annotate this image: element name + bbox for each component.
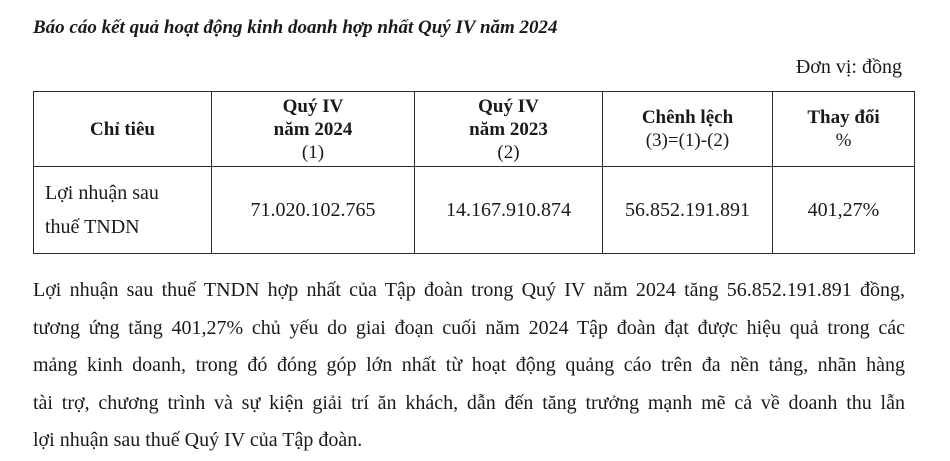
header-difference-formula: (3)=(1)-(2) bbox=[645, 130, 730, 151]
header-difference bbox=[603, 92, 773, 167]
table-row bbox=[34, 167, 915, 254]
paragraph-line: lợi nhuận sau thuế Quý IV của Tập đoàn. bbox=[33, 429, 363, 451]
cell-q4-2023: 14.167.910.874 bbox=[415, 167, 603, 254]
header-q4-2023 bbox=[415, 92, 603, 167]
report-title: Báo cáo kết quả hoạt động kinh doanh hợp nhất Quý IV năm 2024 bbox=[33, 17, 558, 38]
table-header-row bbox=[34, 92, 915, 167]
paragraph-line: Lợi nhuận sau thuế TNDN hợp nhất của Tập đoàn trong Quý IV năm 2024 tăng 56.852.191.891 đồng, bbox=[33, 279, 905, 301]
cell-change-pct: 401,27% bbox=[773, 167, 915, 254]
header-q4-2024-line1: Quý IV bbox=[282, 95, 344, 117]
header-q4-2023-line1: Quý IV bbox=[478, 95, 539, 117]
header-indicator bbox=[34, 92, 212, 167]
paragraph-line: tương ứng tăng 401,27% chủ yếu do giai đoạn cuối năm 2024 Tập đoàn đạt được hiệu quả trong các bbox=[33, 316, 905, 339]
header-change-unit: % bbox=[835, 130, 852, 151]
row-label-line1: Lợi nhuận sau bbox=[45, 182, 159, 204]
cell-q4-2024: 71.020.102.765 bbox=[212, 167, 415, 254]
paragraph-line: tài trợ, chương trình và sự kiện giải trí ăn khách, dẫn đến tăng trưởng mạnh mẽ cả về doanh thu lẫn bbox=[33, 391, 905, 414]
header-q4-2023-code: (2) bbox=[497, 141, 520, 163]
header-q4-2024-line2: năm 2024 bbox=[273, 118, 353, 140]
row-label bbox=[34, 167, 212, 254]
explanation-paragraph bbox=[33, 272, 905, 460]
paragraph-line: mảng kinh doanh, trong đó đóng góp lớn nhất từ hoạt động quảng cáo trên đa nền tảng, nhãn hàng bbox=[33, 354, 905, 376]
profit-table bbox=[33, 91, 915, 254]
unit-label: Đơn vị: đồng bbox=[795, 56, 902, 78]
header-change-label: Thay đổi bbox=[807, 107, 880, 128]
header-q4-2024 bbox=[212, 92, 415, 167]
header-difference-label: Chênh lệch bbox=[641, 107, 734, 128]
header-indicator-label: Chỉ tiêu bbox=[90, 118, 155, 140]
header-change-pct bbox=[773, 92, 915, 167]
header-q4-2024-code: (1) bbox=[301, 141, 325, 163]
header-q4-2023-line2: năm 2023 bbox=[469, 118, 548, 140]
row-label-line2: thuế TNDN bbox=[45, 216, 140, 238]
cell-difference: 56.852.191.891 bbox=[603, 167, 773, 254]
